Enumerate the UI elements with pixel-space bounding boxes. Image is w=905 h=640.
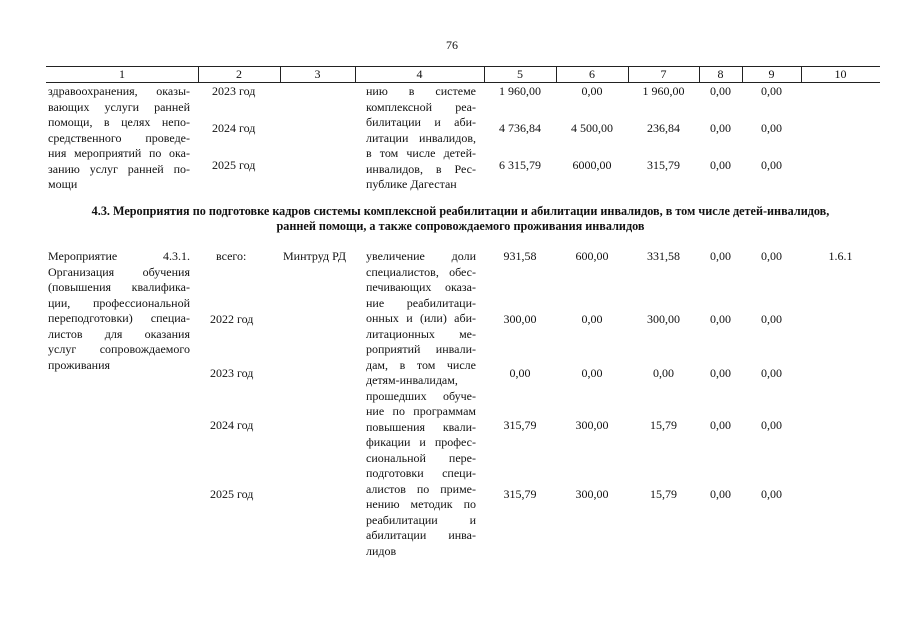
text-line: повышения квали- xyxy=(366,419,476,434)
text-line: увеличение доли xyxy=(366,249,476,263)
column-header: 2 xyxy=(236,67,242,81)
value-cell: 931,58 xyxy=(503,249,537,263)
value-cell: 600,00 xyxy=(575,249,609,263)
value-cell: 315,79 xyxy=(647,158,680,172)
text-line: ние по программам xyxy=(366,404,476,418)
value-cell: 0,00 xyxy=(710,366,731,380)
year-cell: 2025 год xyxy=(212,158,256,172)
value-cell: 331,58 xyxy=(647,249,680,263)
value-cell: 0,00 xyxy=(761,366,782,380)
text-line: сиональной пере- xyxy=(366,450,476,465)
text-line: абилитации инва- xyxy=(366,528,476,542)
value-cell: 0,00 xyxy=(653,366,674,380)
value-cell: 0,00 xyxy=(761,487,782,501)
column-header: 1 xyxy=(119,67,125,81)
value-cell: 0,00 xyxy=(761,249,782,263)
text-line: нению методик по xyxy=(366,497,476,511)
section-heading-line: 4.3. Мероприятия по подготовке кадров системы комплексной реабилитации и абилитации инвалидов, в том числе детей-инвалидов, xyxy=(91,204,830,218)
value-cell: 15,79 xyxy=(650,418,677,432)
value-cell: 4 736,84 xyxy=(499,121,541,135)
text-line: переподготовки) специа- xyxy=(48,311,190,325)
text-line: лидов xyxy=(366,543,397,558)
value-cell: 0,00 xyxy=(710,487,731,501)
value-cell: 300,00 xyxy=(503,312,537,326)
text-line: ции, профессиональной xyxy=(48,295,190,310)
value-cell: 236,84 xyxy=(647,121,680,135)
text-line: в том числе детей- xyxy=(366,146,476,160)
value-cell: 300,00 xyxy=(575,418,609,432)
value-cell: 315,79 xyxy=(503,487,537,501)
value-cell: 315,79 xyxy=(503,418,537,432)
continued-result-description xyxy=(366,84,476,193)
section-heading-line: ранней помощи, а также сопровождаемого проживания инвалидов xyxy=(276,219,645,233)
year-cell: всего: xyxy=(216,249,247,263)
text-line: проживания xyxy=(48,357,111,372)
value-cell: 0,00 xyxy=(761,312,782,326)
column-header: 10 xyxy=(834,67,847,81)
year-cell: 2024 год xyxy=(212,121,256,135)
text-line: билитации и аби- xyxy=(366,115,476,129)
value-cell: 0,00 xyxy=(761,84,782,98)
text-line: (повышения квалифика- xyxy=(48,280,190,294)
text-line: реабилитации и xyxy=(366,512,476,527)
text-line: нию в системе xyxy=(366,84,476,98)
text-line: фикации и профес- xyxy=(366,435,476,449)
measure-description xyxy=(48,249,190,373)
text-line: роприятий инвали- xyxy=(366,342,476,356)
value-cell: 6 315,79 xyxy=(499,158,541,172)
value-cell: 0,00 xyxy=(581,366,603,380)
text-line: инвалидов, в Рес- xyxy=(366,161,476,176)
year-cell: 2024 год xyxy=(210,418,254,432)
value-cell: 0,00 xyxy=(710,418,731,432)
column-header: 9 xyxy=(768,67,775,81)
year-cell: 2023 год xyxy=(212,84,256,98)
table-header-rule xyxy=(46,82,880,83)
text-line: дам, в том числе xyxy=(366,357,476,372)
text-line: печивающих оказа- xyxy=(366,280,476,294)
value-cell: 0,00 xyxy=(710,121,731,135)
text-line: здравоохранения, оказы- xyxy=(48,84,190,98)
text-line: алистов по приме- xyxy=(366,481,476,496)
value-cell: 4 500,00 xyxy=(571,121,613,135)
column-header: 8 xyxy=(717,67,724,81)
column-header: 4 xyxy=(416,67,423,81)
text-line: мощи xyxy=(48,177,78,191)
value-cell: 0,00 xyxy=(710,312,731,326)
section-heading xyxy=(48,204,873,234)
value-cell: 0,00 xyxy=(509,366,531,380)
indicator-cell: 1.6.1 xyxy=(828,249,853,263)
year-cell: 2023 год xyxy=(210,366,254,380)
value-cell: 1 960,00 xyxy=(499,84,541,98)
text-line: услуг сопровождаемого xyxy=(48,342,190,356)
text-line: подготовки специ- xyxy=(366,466,476,480)
value-cell: 15,79 xyxy=(650,487,677,501)
value-cell: 0,00 xyxy=(761,158,782,172)
text-line: занию услуг ранней по- xyxy=(48,161,190,176)
continued-description xyxy=(48,84,190,193)
text-line: онных и (или) аби- xyxy=(366,311,476,325)
text-line: специалистов, обес- xyxy=(366,264,476,279)
text-line: помощи, в целях непо- xyxy=(48,115,190,129)
text-line: средственного проведе- xyxy=(48,130,190,145)
text-line: Организация обучения xyxy=(48,264,190,279)
text-line: литации инвалидов, xyxy=(366,130,476,145)
value-cell: 0,00 xyxy=(761,121,782,135)
text-line: Мероприятие 4.3.1. xyxy=(48,249,190,263)
value-cell: 0,00 xyxy=(710,84,731,98)
value-cell: 0,00 xyxy=(581,84,603,98)
value-cell: 300,00 xyxy=(575,487,609,501)
measure-result-description xyxy=(366,249,476,559)
year-cell: 2025 год xyxy=(210,487,254,501)
year-cell: 2022 год xyxy=(210,312,254,326)
text-line: листов для оказания xyxy=(48,326,190,341)
column-header: 3 xyxy=(314,67,321,81)
value-cell: 0,00 xyxy=(710,249,731,263)
text-line: прошедших обуче- xyxy=(366,388,476,403)
text-line: ние реабилитаци- xyxy=(366,295,476,310)
text-line: ния мероприятий по ока- xyxy=(48,146,190,160)
value-cell: 0,00 xyxy=(710,158,731,172)
value-cell: 300,00 xyxy=(647,312,680,326)
page-number: 76 xyxy=(446,38,458,52)
value-cell: 6000,00 xyxy=(572,158,612,172)
value-cell: 0,00 xyxy=(761,418,782,432)
text-line: литационных ме- xyxy=(366,326,476,341)
column-header: 6 xyxy=(589,67,595,81)
column-header: 7 xyxy=(660,67,667,81)
text-line: вающих услуги ранней xyxy=(48,99,190,114)
text-line: детям-инвалидам, xyxy=(366,373,458,387)
column-header: 5 xyxy=(517,67,523,81)
text-line: комплексной реа- xyxy=(366,99,476,114)
executor-cell: Минтруд РД xyxy=(283,249,347,263)
value-cell: 0,00 xyxy=(581,312,603,326)
text-line: публике Дагестан xyxy=(366,177,457,191)
value-cell: 1 960,00 xyxy=(642,84,685,98)
